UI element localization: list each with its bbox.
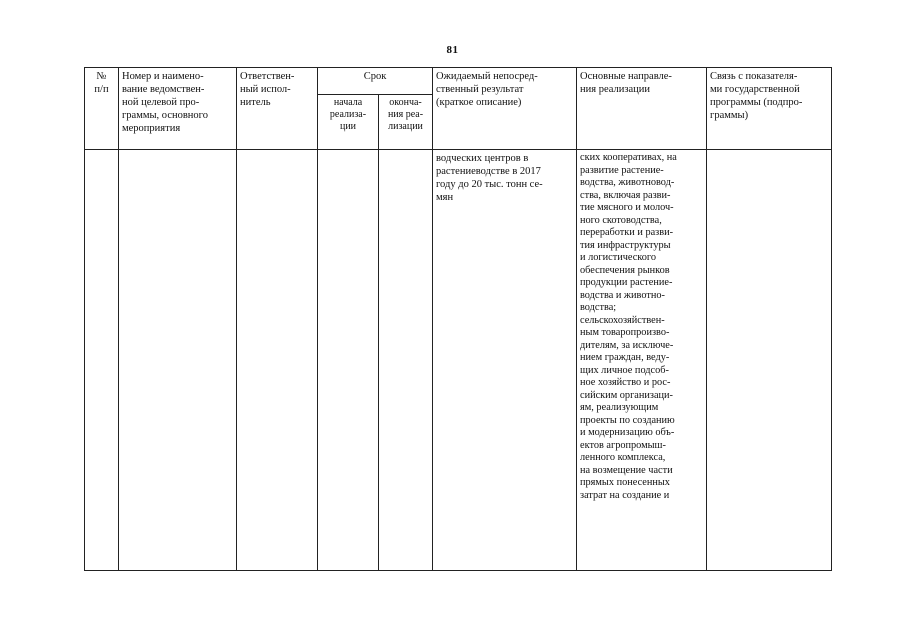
cell-directions — [577, 150, 707, 571]
text-line: ми государственной — [710, 84, 800, 95]
text-line: водства и животно- — [580, 289, 665, 301]
header-link — [707, 68, 832, 150]
text-line: тие мясного и молоч- — [580, 202, 674, 213]
cell-term-start — [318, 150, 379, 571]
text-line: № — [96, 71, 107, 82]
cell-result — [433, 150, 577, 571]
header-result — [433, 68, 577, 150]
text-line: лизации — [388, 121, 423, 132]
text-line: затрат на создание и — [580, 489, 670, 501]
text-line: Связь с показателя- — [710, 71, 798, 82]
text-line: ния реа- — [387, 109, 424, 120]
text-line: Номер и наимено- — [122, 71, 204, 82]
page-number: 81 — [446, 44, 459, 56]
text-line: нием граждан, веду- — [580, 352, 670, 363]
text-line: продукции растение- — [580, 277, 673, 288]
cell-num — [85, 150, 119, 571]
text-line: на возмещение части — [580, 464, 673, 476]
text-line: развитие растение- — [580, 164, 664, 176]
text-line: ских кооперативах, на — [580, 152, 677, 163]
text-line: ное хозяйство и рос- — [580, 377, 671, 388]
text-line: сельскохозяйствен- — [580, 314, 665, 326]
text-line: ственный результат — [436, 84, 524, 95]
table-row — [85, 150, 832, 571]
header-executor — [237, 68, 318, 150]
program-table — [84, 67, 832, 571]
text-line: прямых понесенных — [580, 477, 670, 488]
text-line: ным товаропроизво- — [580, 327, 670, 338]
text-line: программы (подпро- — [710, 97, 803, 108]
text-line: нитель — [240, 97, 271, 108]
cell-link — [707, 150, 832, 571]
text-line: обеспечения рынков — [580, 264, 670, 276]
header-program — [119, 68, 237, 150]
text-line: ной целевой про- — [122, 97, 200, 108]
text-line: переработки и разви- — [580, 227, 674, 238]
text-line: ного скотоводства, — [580, 214, 662, 226]
text-line: и модернизацию объ- — [580, 427, 675, 438]
text-line: ния реализации — [580, 84, 651, 95]
text-line: ям, реализующим — [580, 402, 659, 413]
text-line: вание ведомствен- — [122, 84, 205, 95]
text-line: проекты по созданию — [580, 414, 675, 426]
text-line: граммы, основного — [122, 110, 208, 121]
cell-program — [119, 150, 237, 571]
text-line: Основные направле- — [580, 71, 672, 82]
header-directions — [577, 68, 707, 150]
cell-executor — [237, 150, 318, 571]
text-line: растениеводстве в 2017 — [436, 166, 541, 177]
header-num — [85, 68, 119, 150]
text-line: мян — [436, 192, 454, 203]
text-line: реализа- — [329, 109, 367, 120]
text-line: ленного комплекса, — [580, 452, 666, 463]
cell-term-end — [379, 150, 433, 571]
text-line: сийским организаци- — [580, 389, 673, 401]
text-line: году до 20 тыс. тонн се- — [436, 179, 543, 190]
text-line: оконча- — [389, 97, 422, 108]
text-line: граммы) — [710, 110, 749, 121]
text-line: Ответствен- — [240, 71, 295, 82]
text-line: щих личное подсоб- — [580, 364, 669, 376]
text-line: ции — [339, 121, 357, 132]
text-line: п/п — [94, 84, 109, 95]
text-line: начала — [333, 97, 363, 108]
text-line: водства, животновод- — [580, 177, 675, 188]
text-line: тия инфраструктуры — [580, 239, 671, 251]
text-line: Ожидаемый непосред- — [436, 71, 538, 82]
text-line: водства; — [580, 302, 617, 313]
text-line: ства, включая разви- — [580, 189, 671, 201]
header-term-end — [379, 95, 433, 150]
text-line: мероприятия — [122, 123, 181, 134]
text-line: (краткое описание) — [436, 97, 522, 108]
header-term: Срок — [318, 68, 433, 95]
text-line: ный испол- — [240, 84, 291, 95]
header-term-start — [318, 95, 379, 150]
text-line: ектов агропромыш- — [580, 439, 666, 451]
text-line: водческих центров в — [436, 153, 529, 164]
text-line: дителям, за исключе- — [580, 339, 674, 351]
text-line: и логистического — [580, 252, 657, 263]
